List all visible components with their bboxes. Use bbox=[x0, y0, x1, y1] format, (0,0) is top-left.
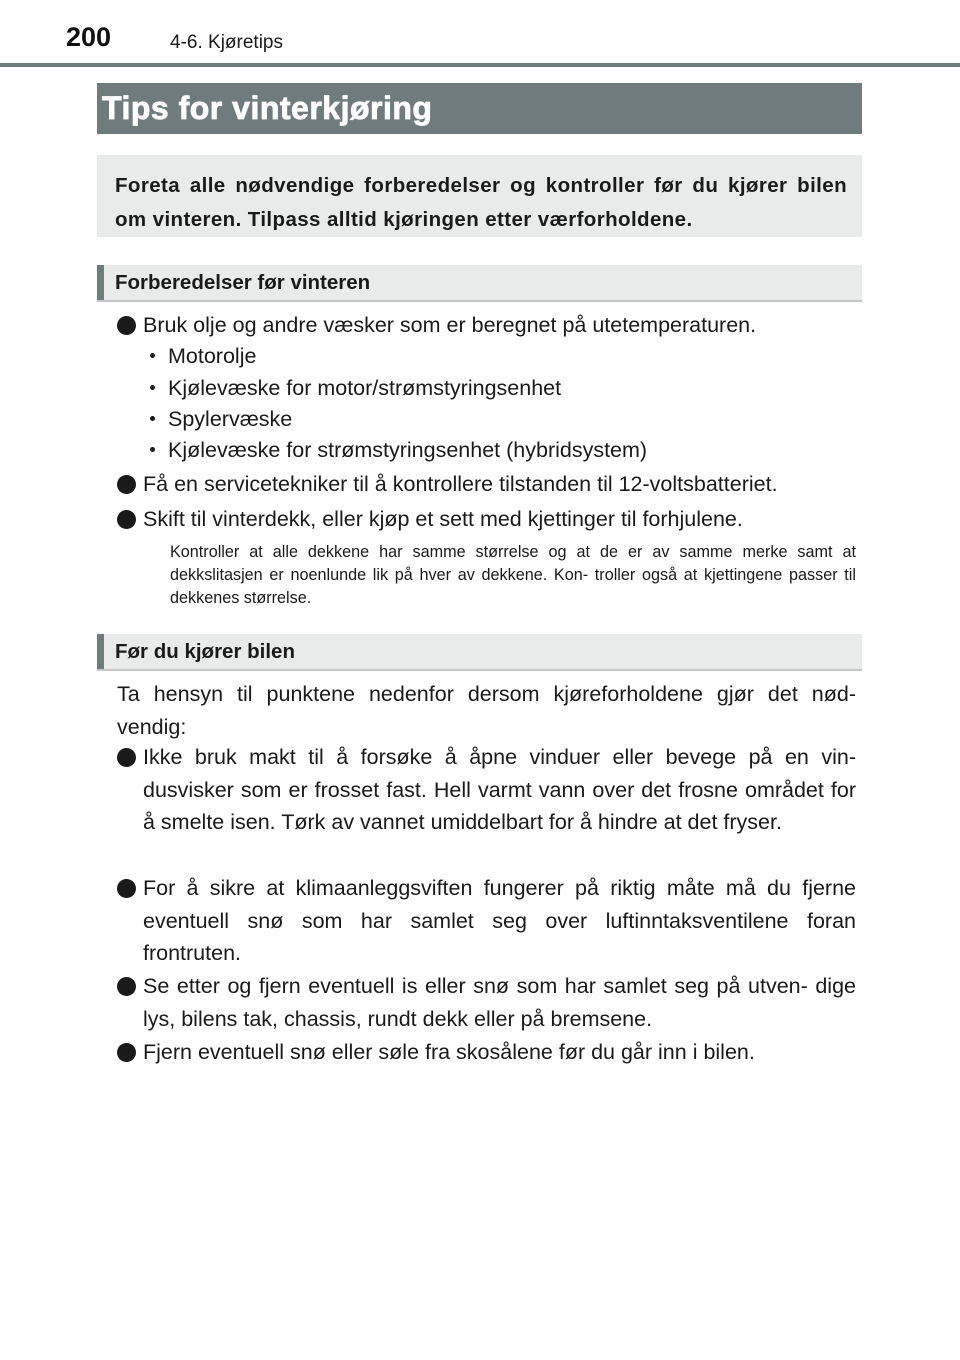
page-header bbox=[0, 0, 960, 70]
dot-icon bbox=[150, 447, 155, 452]
intro-text: Foreta alle nødvendige forberedelser og kontroller før du kjører bilen om vinteren. Tilpass alltid kjøringen etter værforholdene. bbox=[115, 174, 847, 231]
sub-list-item: Kjølevæske for motor/strømstyringsenhet bbox=[168, 376, 562, 400]
sub-list-item: Spylervæske bbox=[168, 407, 293, 431]
dot-icon bbox=[150, 385, 155, 390]
page-title: Tips for vinterkjøring bbox=[102, 90, 433, 126]
tire-note: Kontroller at alle dekkene har samme størrelse og at de er av samme merke samt at dekkslitasjen er noenlunde lik på hver av dekkene. Kon- troller også at kjettingene passer til dekkenes størrelse. bbox=[170, 543, 856, 607]
section-bar bbox=[97, 634, 104, 669]
intro-box bbox=[97, 155, 862, 237]
sub-list-item: Kjølevæske for strømstyringsenhet (hybridsystem) bbox=[168, 438, 648, 462]
bullet-icon bbox=[117, 475, 136, 494]
bullet-icon bbox=[117, 879, 136, 898]
page-number: 200 bbox=[66, 22, 112, 52]
bullet-icon bbox=[117, 1043, 136, 1062]
bullet-icon bbox=[117, 977, 136, 996]
chapter-label: 4-6. Kjøretips bbox=[170, 32, 283, 53]
list-item: Fjern eventuell snø eller søle fra skosålene før du går inn i bilen. bbox=[143, 1040, 755, 1064]
dot-icon bbox=[150, 416, 155, 421]
section-heading-before-driving bbox=[97, 634, 862, 671]
list-item: For å sikre at klimaanleggsviften fungerer på riktig måte må du fjerne eventuell snø som har samlet seg over luftinntaksventilene foran frontruten. bbox=[143, 876, 856, 965]
section-heading-label: Før du kjører bilen bbox=[115, 640, 295, 663]
bullet-icon bbox=[117, 510, 136, 529]
bullet-icon bbox=[117, 748, 136, 767]
header-rule bbox=[0, 63, 960, 67]
list-item: Bruk olje og andre væsker som er beregnet på utetemperaturen. bbox=[143, 313, 757, 337]
title-banner bbox=[97, 83, 862, 134]
section-heading-label: Forberedelser før vinteren bbox=[115, 271, 371, 294]
sub-list-item: Motorolje bbox=[168, 344, 257, 368]
bullet-icon bbox=[117, 316, 136, 335]
section-bar bbox=[97, 265, 104, 300]
section-heading-preparations bbox=[97, 265, 862, 302]
list-item: Få en servicetekniker til å kontrollere tilstanden til 12-voltsbatteriet. bbox=[143, 472, 778, 496]
list-item: Ikke bruk makt til å forsøke å åpne vinduer eller bevege på en vin- dusvisker som er frosset fast. Hell varmt vann over det frosne området for å smelte isen. Tørk av vannet umiddelbart for å hindre at det fryser. bbox=[143, 745, 856, 834]
dot-icon bbox=[150, 353, 155, 358]
list-item: Skift til vinterdekk, eller kjøp et sett med kjettinger til forhjulene. bbox=[143, 507, 743, 531]
list-item: Se etter og fjern eventuell is eller snø som har samlet seg på utven- dige lys, bilens tak, chassis, rundt dekk eller på bremsene. bbox=[143, 974, 856, 1031]
lead-paragraph: Ta hensyn til punktene nedenfor dersom kjøreforholdene gjør det nød- vendig: bbox=[117, 682, 856, 739]
